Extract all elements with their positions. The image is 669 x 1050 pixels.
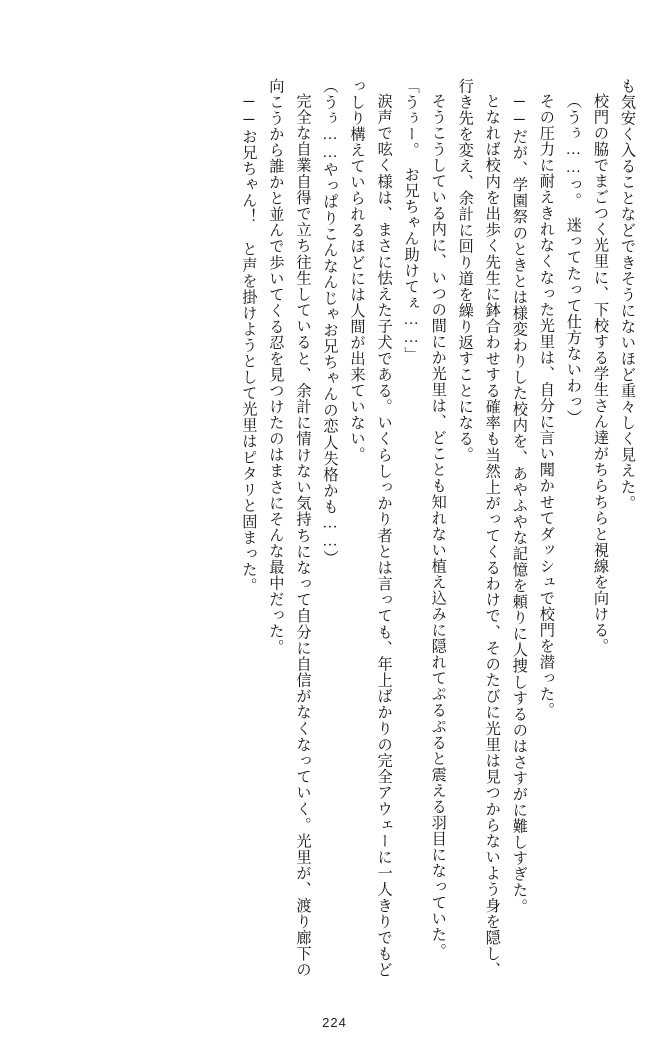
body-text xyxy=(28,78,641,978)
paragraph: となれば校内を出歩く先生に鉢合わせする確率も当然上がってくるわけで、そのたびに光里は見つからないよう身を隠し、行き先を変え、余計に回り道を繰り返すことになる。 xyxy=(456,78,501,978)
paragraph: 「うぅー。 お兄ちゃん助けてぇ……」 xyxy=(402,78,420,363)
paragraph: ──だが、学園祭のときとは様変わりした校内を、あやふやな記憶を頼りに人捜しするのはさすがに難しすぎた。 xyxy=(510,93,528,915)
paragraph: も気安く入ることなどできそうにないほど重々しく見えた。 xyxy=(619,78,636,511)
paragraph: 校門の脇でまごつく光里に、下校する学生さん達がちらちらと視線を向ける。 xyxy=(591,93,609,655)
paragraph: そうこうしている内に、いつの間にか光里は、どことも知れない植え込みに隠れてぷるぷると震える羽目になっていた。 xyxy=(429,93,447,960)
paragraph: 完全な自業自得で立ち往生していると、余計に情けない気持ちになって自分に自信がなくなっていく。光里が、渡り廊下の向こうから誰かと並んで歩いてくる忍を見つけたのはまさにそんな最中だった。 xyxy=(267,78,312,978)
paragraph: （うぅ……っ。 迷ってたって仕方ないわっ） xyxy=(564,93,582,426)
paragraph: （うぅ……やっぱりこんなんじゃお兄ちゃんの恋人失格かも……） xyxy=(321,78,339,567)
paragraph: ──お兄ちゃん！ と声を掛けようとして光里はピタリと固まった。 xyxy=(240,93,258,594)
paragraph: 涙声で呟く様は、まさに怯えた子犬である。いくらしっかり者とは言っても、年上ばかりの完全アウェーに一人きりでもどっしり構えていられるほどには人間が出来ていない。 xyxy=(348,78,393,978)
paragraph: その圧力に耐えきれなくなった光里は、自分に言い聞かせてダッシュで校門を潜った。 xyxy=(537,93,555,719)
page-number: 224 xyxy=(322,1015,347,1030)
